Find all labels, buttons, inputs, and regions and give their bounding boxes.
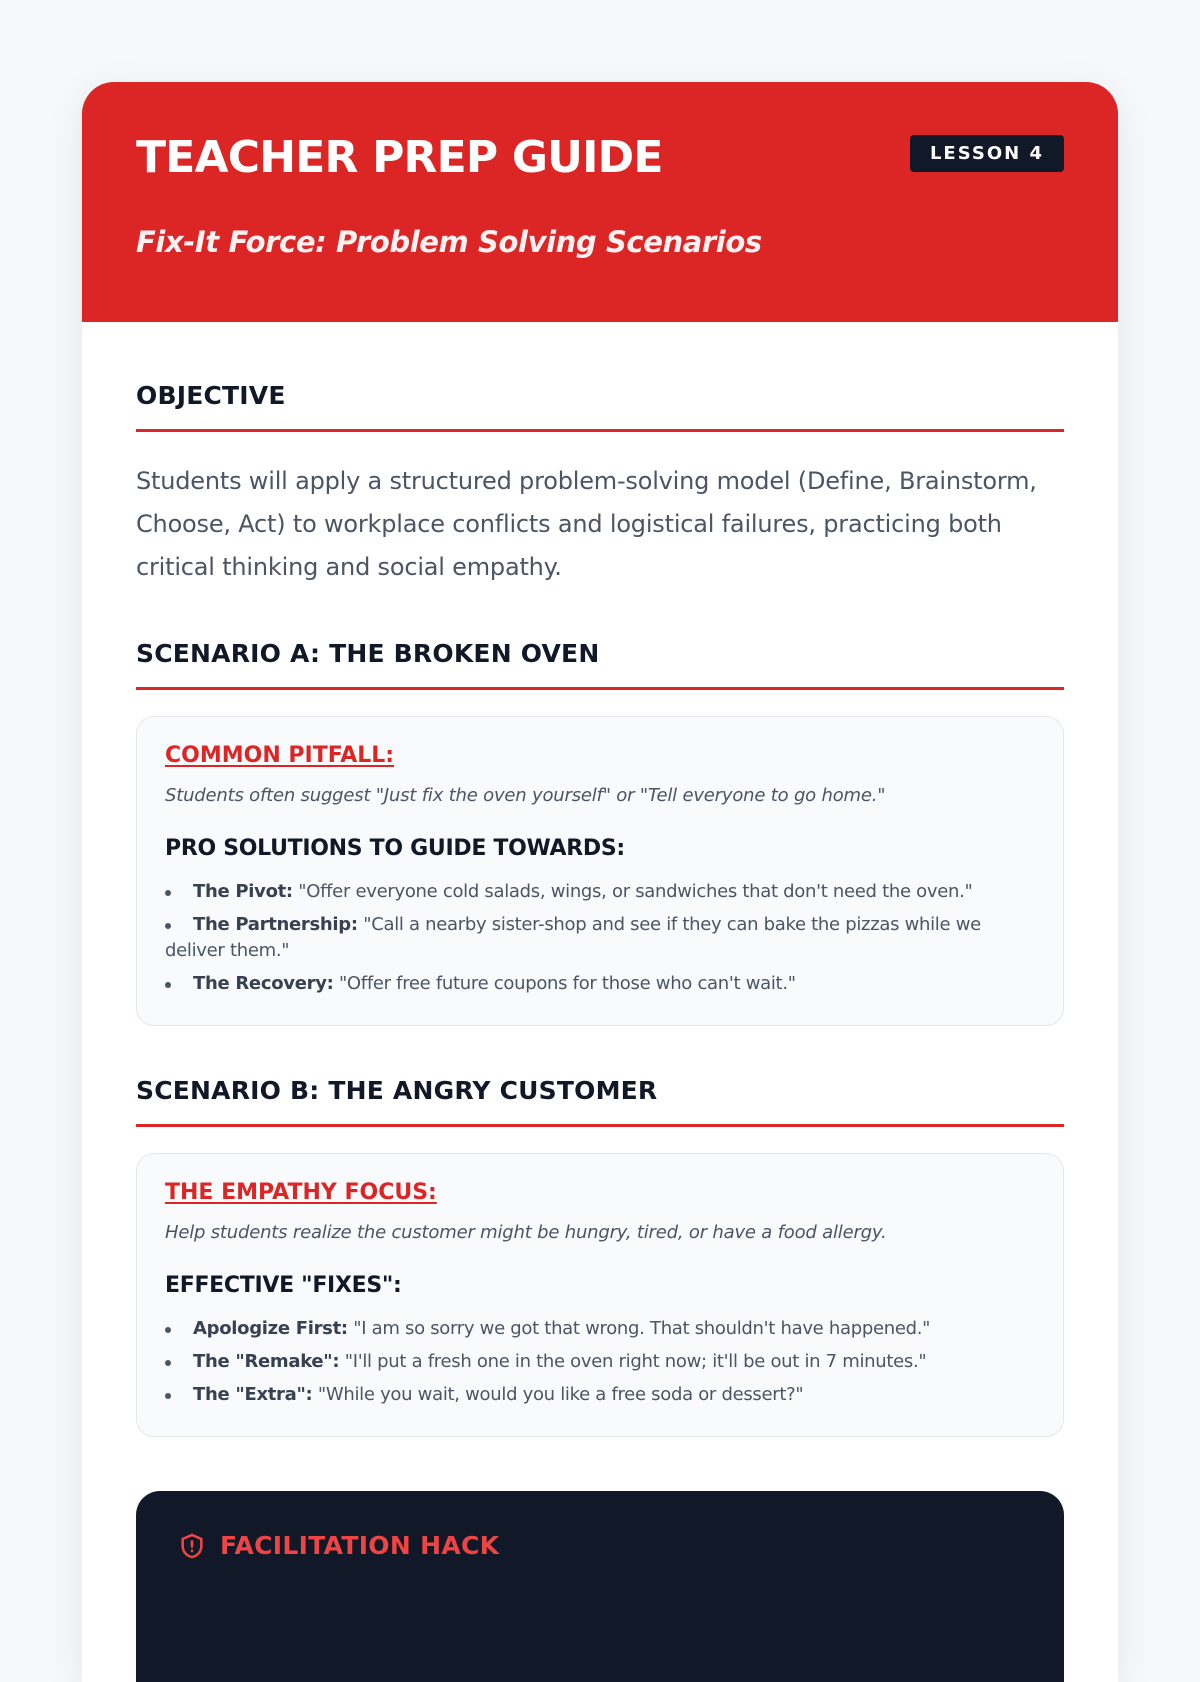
scenario-a-heading: SCENARIO A: THE BROKEN OVEN xyxy=(136,639,1064,690)
solution-label: The Recovery: xyxy=(193,973,334,994)
pitfall-heading: COMMON PITFALL: xyxy=(165,743,395,768)
list-item xyxy=(165,1316,1035,1342)
guide-card xyxy=(82,82,1118,1682)
objective-heading: OBJECTIVE xyxy=(136,381,1064,432)
pitfall-text: Students often suggest "Just fix the oven yourself" or "Tell everyone to go home." xyxy=(165,785,886,806)
fix-text: "I'll put a fresh one in the oven right now; it'll be out in 7 minutes." xyxy=(344,1351,927,1372)
solution-text: "Offer free future coupons for those who can't wait." xyxy=(338,973,796,994)
solution-label: The Partnership: xyxy=(193,914,358,935)
facilitation-hack-heading xyxy=(178,1531,1022,1560)
guide-header xyxy=(82,82,1118,322)
scenario-b-box xyxy=(136,1153,1064,1437)
fix-label: The "Remake": xyxy=(193,1351,340,1372)
solutions-heading: PRO SOLUTIONS TO GUIDE TOWARDS: xyxy=(165,836,625,861)
list-item xyxy=(165,1382,1035,1408)
guide-content xyxy=(82,381,1118,1682)
scenario-b-section xyxy=(136,1076,1064,1437)
empathy-focus-heading: THE EMPATHY FOCUS: xyxy=(165,1180,437,1205)
fix-text: "While you wait, would you like a free soda or dessert?" xyxy=(317,1384,804,1405)
list-item xyxy=(165,912,1035,964)
facilitation-hack-box xyxy=(136,1491,1064,1682)
list-item xyxy=(165,879,1035,905)
fixes-list xyxy=(165,1316,1035,1408)
scenario-a-box xyxy=(136,716,1064,1026)
scenario-b-heading: SCENARIO B: THE ANGRY CUSTOMER xyxy=(136,1076,1064,1127)
facilitation-hack-title: FACILITATION HACK xyxy=(220,1531,500,1560)
solution-label: The Pivot: xyxy=(193,881,293,902)
objective-text: Students will apply a structured problem-solving model (Define, Brainstorm, Choose, Act) to workplace conflicts and logistical failures, practicing both critical thinking and social empathy. xyxy=(136,467,1037,581)
solution-text: "Call a nearby sister-shop and see if they can bake the pizzas while we deliver them." xyxy=(165,914,981,961)
page-subtitle: Fix-It Force: Problem Solving Scenarios xyxy=(136,225,762,259)
lesson-badge: LESSON 4 xyxy=(910,135,1064,172)
objective-section xyxy=(136,381,1064,589)
list-item xyxy=(165,971,1035,997)
fixes-heading: EFFECTIVE "FIXES": xyxy=(165,1273,402,1298)
solutions-list xyxy=(165,879,1035,997)
fix-label: The "Extra": xyxy=(193,1384,313,1405)
fix-text: "I am so sorry we got that wrong. That shouldn't have happened." xyxy=(353,1318,931,1339)
page-title: TEACHER PREP GUIDE xyxy=(136,132,663,183)
scenario-a-section xyxy=(136,639,1064,1026)
fix-label: Apologize First: xyxy=(193,1318,348,1339)
empathy-focus-text: Help students realize the customer might be hungry, tired, or have a food allergy. xyxy=(165,1222,887,1243)
shield-alert-icon xyxy=(178,1532,206,1560)
solution-text: "Offer everyone cold salads, wings, or sandwiches that don't need the oven." xyxy=(298,881,973,902)
list-item xyxy=(165,1349,1035,1375)
